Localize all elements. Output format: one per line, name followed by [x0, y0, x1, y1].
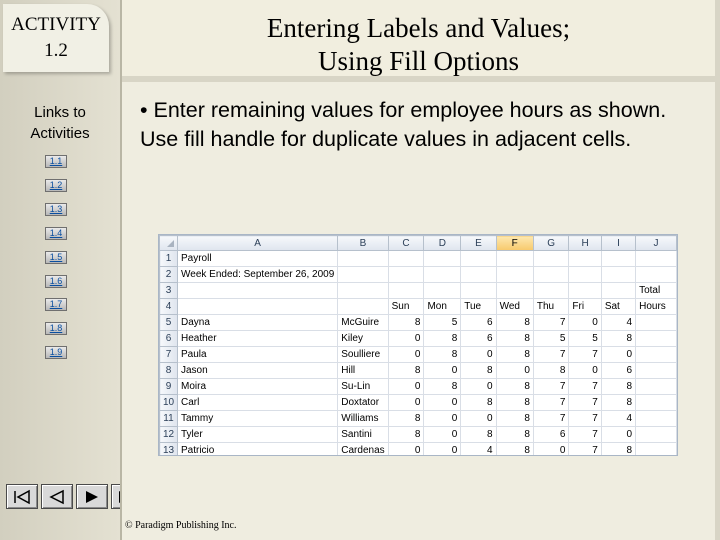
table-cell[interactable]: 8: [496, 443, 533, 457]
table-cell[interactable]: Dayna: [178, 315, 338, 331]
table-cell[interactable]: [461, 251, 496, 267]
table-cell[interactable]: 7: [569, 427, 601, 443]
table-cell[interactable]: 8: [496, 331, 533, 347]
table-cell[interactable]: [636, 251, 677, 267]
table-row: [160, 379, 677, 395]
sidebar: [0, 0, 120, 540]
table-cell[interactable]: Fri: [569, 299, 601, 315]
table-cell[interactable]: 0: [569, 315, 601, 331]
table-cell[interactable]: 0: [533, 443, 569, 457]
column-header-row: [160, 236, 677, 251]
link-activity-1-8[interactable]: 1.8: [45, 322, 67, 335]
table-cell[interactable]: [388, 267, 424, 283]
table-cell[interactable]: 8: [601, 379, 635, 395]
link-activity-1-3[interactable]: 1.3: [45, 203, 67, 216]
table-cell[interactable]: 0: [601, 347, 635, 363]
table-cell[interactable]: 0: [424, 411, 461, 427]
table-cell[interactable]: Tue: [461, 299, 496, 315]
previous-page-button[interactable]: [41, 484, 73, 509]
column-header-d[interactable]: D: [424, 236, 461, 251]
table-row: [160, 395, 677, 411]
table-cell[interactable]: [636, 395, 677, 411]
table-cell[interactable]: [636, 427, 677, 443]
table-row: [160, 283, 677, 299]
column-header-g[interactable]: G: [533, 236, 569, 251]
table-cell[interactable]: [601, 267, 635, 283]
table-cell[interactable]: 7: [533, 347, 569, 363]
table-cell[interactable]: 7: [533, 315, 569, 331]
table-cell[interactable]: [569, 251, 601, 267]
table-cell[interactable]: Mon: [424, 299, 461, 315]
table-cell[interactable]: 6: [461, 331, 496, 347]
table-cell[interactable]: Jason: [178, 363, 338, 379]
table-cell[interactable]: 7: [533, 411, 569, 427]
table-cell[interactable]: 5: [424, 315, 461, 331]
table-cell[interactable]: 0: [424, 443, 461, 457]
row-header[interactable]: 1: [160, 251, 178, 267]
page-title-line1: Entering Labels and Values;: [266, 13, 571, 43]
table-cell[interactable]: [636, 379, 677, 395]
table-cell[interactable]: 0: [388, 379, 424, 395]
page-title-line2: Using Fill Options: [317, 46, 520, 76]
table-cell[interactable]: Santini: [338, 427, 388, 443]
activity-badge: [3, 4, 109, 72]
table-cell[interactable]: 0: [461, 347, 496, 363]
table-cell[interactable]: [636, 347, 677, 363]
table-cell[interactable]: Wed: [496, 299, 533, 315]
table-cell[interactable]: 8: [533, 363, 569, 379]
table-cell[interactable]: [601, 251, 635, 267]
next-page-icon: [81, 489, 103, 505]
column-header-e[interactable]: E: [461, 236, 496, 251]
table-cell[interactable]: [338, 283, 388, 299]
link-activity-1-4[interactable]: 1.4: [45, 227, 67, 240]
table-cell[interactable]: [496, 251, 533, 267]
table-cell[interactable]: [533, 267, 569, 283]
table-cell[interactable]: McGuire: [338, 315, 388, 331]
table-cell[interactable]: Doxtator: [338, 395, 388, 411]
table-cell[interactable]: Heather: [178, 331, 338, 347]
row-header[interactable]: 6: [160, 331, 178, 347]
table-cell[interactable]: [461, 283, 496, 299]
first-page-icon: [11, 489, 33, 505]
links-title-line1: Links to: [34, 104, 86, 121]
table-cell[interactable]: [533, 283, 569, 299]
table-cell[interactable]: 0: [569, 363, 601, 379]
links-title-line2: Activities: [30, 125, 90, 142]
table-cell[interactable]: 8: [496, 347, 533, 363]
table-cell[interactable]: [178, 283, 338, 299]
table-row: [160, 347, 677, 363]
row-header[interactable]: 3: [160, 283, 178, 299]
table-cell[interactable]: Cardenas: [338, 443, 388, 457]
table-cell[interactable]: 4: [461, 443, 496, 457]
table-cell[interactable]: 8: [496, 427, 533, 443]
spreadsheet-screenshot: [158, 234, 678, 456]
table-cell[interactable]: Tammy: [178, 411, 338, 427]
column-header-h[interactable]: H: [569, 236, 601, 251]
activity-label: [3, 12, 109, 64]
table-cell[interactable]: Week Ended: September 26, 2009: [178, 267, 338, 283]
column-header-b[interactable]: B: [338, 236, 388, 251]
table-cell[interactable]: [636, 443, 677, 457]
table-row: [160, 363, 677, 379]
table-cell[interactable]: 8: [496, 395, 533, 411]
table-cell[interactable]: 8: [388, 363, 424, 379]
table-cell[interactable]: [636, 363, 677, 379]
table-cell[interactable]: Soulliere: [338, 347, 388, 363]
table-cell[interactable]: [388, 283, 424, 299]
table-cell[interactable]: 7: [569, 411, 601, 427]
first-page-button[interactable]: [6, 484, 38, 509]
page-title: [122, 12, 715, 78]
table-cell[interactable]: 8: [601, 443, 635, 457]
table-cell[interactable]: Moira: [178, 379, 338, 395]
link-activity-1-2[interactable]: 1.2: [45, 179, 67, 192]
table-cell[interactable]: [424, 283, 461, 299]
table-row: [160, 427, 677, 443]
table-cell[interactable]: 8: [424, 331, 461, 347]
table-cell[interactable]: [424, 251, 461, 267]
table-cell[interactable]: 0: [461, 379, 496, 395]
table-cell[interactable]: 0: [424, 363, 461, 379]
table-cell[interactable]: [461, 267, 496, 283]
row-header[interactable]: 12: [160, 427, 178, 443]
table-cell[interactable]: 6: [461, 315, 496, 331]
row-header[interactable]: 2: [160, 267, 178, 283]
table-cell[interactable]: [496, 283, 533, 299]
table-row: [160, 331, 677, 347]
table-cell[interactable]: 8: [388, 315, 424, 331]
table-cell[interactable]: 0: [461, 411, 496, 427]
table-cell[interactable]: 0: [388, 443, 424, 457]
table-cell[interactable]: 7: [569, 347, 601, 363]
table-cell[interactable]: 8: [496, 379, 533, 395]
column-header-j[interactable]: J: [636, 236, 677, 251]
previous-page-icon: [46, 489, 68, 505]
column-header-i[interactable]: I: [601, 236, 635, 251]
table-cell[interactable]: Thu: [533, 299, 569, 315]
table-cell[interactable]: [388, 251, 424, 267]
table-cell[interactable]: 8: [424, 347, 461, 363]
table-cell[interactable]: 8: [388, 427, 424, 443]
table-cell[interactable]: Sun: [388, 299, 424, 315]
table-cell[interactable]: Kiley: [338, 331, 388, 347]
spreadsheet-grid: [159, 235, 677, 456]
table-cell[interactable]: 6: [601, 363, 635, 379]
table-cell[interactable]: Tyler: [178, 427, 338, 443]
table-cell[interactable]: 5: [569, 331, 601, 347]
table-cell[interactable]: 5: [533, 331, 569, 347]
table-cell[interactable]: 0: [388, 347, 424, 363]
link-activity-1-5[interactable]: 1.5: [45, 251, 67, 264]
table-cell[interactable]: [533, 251, 569, 267]
activity-label-line2: 1.2: [44, 40, 68, 61]
row-header[interactable]: 4: [160, 299, 178, 315]
row-header[interactable]: 13: [160, 443, 178, 457]
table-row: [160, 443, 677, 457]
table-cell[interactable]: 0: [424, 395, 461, 411]
title-bar: [122, 0, 715, 76]
table-cell[interactable]: 0: [496, 363, 533, 379]
table-cell[interactable]: Total: [636, 283, 677, 299]
table-cell[interactable]: 8: [601, 395, 635, 411]
table-cell[interactable]: 7: [569, 379, 601, 395]
table-cell[interactable]: [338, 299, 388, 315]
table-cell[interactable]: 7: [533, 379, 569, 395]
row-header[interactable]: 8: [160, 363, 178, 379]
table-cell[interactable]: 0: [388, 331, 424, 347]
table-cell[interactable]: [178, 299, 338, 315]
table-cell[interactable]: Patricio: [178, 443, 338, 457]
table-cell[interactable]: [636, 267, 677, 283]
table-cell[interactable]: Hill: [338, 363, 388, 379]
table-cell[interactable]: [424, 267, 461, 283]
table-cell[interactable]: 7: [569, 395, 601, 411]
copyright-notice: © Paradigm Publishing Inc.: [125, 520, 237, 531]
table-cell[interactable]: 0: [424, 427, 461, 443]
table-cell[interactable]: Su-Lin: [338, 379, 388, 395]
table-cell[interactable]: 8: [461, 395, 496, 411]
select-all-corner[interactable]: [160, 236, 178, 251]
table-cell[interactable]: Carl: [178, 395, 338, 411]
table-cell[interactable]: 6: [533, 427, 569, 443]
table-cell[interactable]: 4: [601, 315, 635, 331]
column-header-c[interactable]: C: [388, 236, 424, 251]
table-row: [160, 251, 677, 267]
table-row: [160, 299, 677, 315]
table-cell[interactable]: [338, 267, 388, 283]
table-cell[interactable]: [569, 283, 601, 299]
column-header-a[interactable]: A: [178, 236, 338, 251]
row-header[interactable]: 7: [160, 347, 178, 363]
table-cell[interactable]: 8: [388, 411, 424, 427]
row-header[interactable]: 11: [160, 411, 178, 427]
table-row: [160, 411, 677, 427]
table-cell[interactable]: 4: [601, 411, 635, 427]
table-cell[interactable]: [338, 251, 388, 267]
table-cell[interactable]: Paula: [178, 347, 338, 363]
row-header[interactable]: 5: [160, 315, 178, 331]
column-header-f[interactable]: F: [496, 236, 533, 251]
table-cell[interactable]: Payroll: [178, 251, 338, 267]
table-cell[interactable]: [636, 315, 677, 331]
activity-label-line1: ACTIVITY: [11, 14, 101, 35]
table-cell[interactable]: 0: [388, 395, 424, 411]
links-title: [10, 102, 110, 144]
table-cell[interactable]: 8: [496, 411, 533, 427]
link-activity-1-1[interactable]: 1.1: [45, 155, 67, 168]
table-cell[interactable]: Hours: [636, 299, 677, 315]
next-page-button[interactable]: [76, 484, 108, 509]
table-cell[interactable]: 8: [461, 363, 496, 379]
table-row: [160, 267, 677, 283]
row-header[interactable]: 10: [160, 395, 178, 411]
content-area: [122, 82, 715, 540]
link-activity-1-7[interactable]: 1.7: [45, 298, 67, 311]
table-row: [160, 315, 677, 331]
table-cell[interactable]: Sat: [601, 299, 635, 315]
row-header[interactable]: 9: [160, 379, 178, 395]
table-cell[interactable]: [636, 331, 677, 347]
table-cell[interactable]: 8: [601, 331, 635, 347]
table-cell[interactable]: 8: [496, 315, 533, 331]
link-activity-1-6[interactable]: 1.6: [45, 275, 67, 288]
table-cell[interactable]: 8: [461, 427, 496, 443]
table-cell[interactable]: [496, 267, 533, 283]
table-cell[interactable]: 0: [601, 427, 635, 443]
link-activity-1-9[interactable]: 1.9: [45, 346, 67, 359]
table-cell[interactable]: 7: [533, 395, 569, 411]
table-cell[interactable]: [569, 267, 601, 283]
table-cell[interactable]: [636, 411, 677, 427]
table-cell[interactable]: 8: [424, 379, 461, 395]
table-cell[interactable]: [601, 283, 635, 299]
instruction-text: • Enter remaining values for employee hours as shown. Use fill handle for duplicate values in adjacent cells.: [140, 98, 667, 151]
table-cell[interactable]: 7: [569, 443, 601, 457]
table-cell[interactable]: Williams: [338, 411, 388, 427]
